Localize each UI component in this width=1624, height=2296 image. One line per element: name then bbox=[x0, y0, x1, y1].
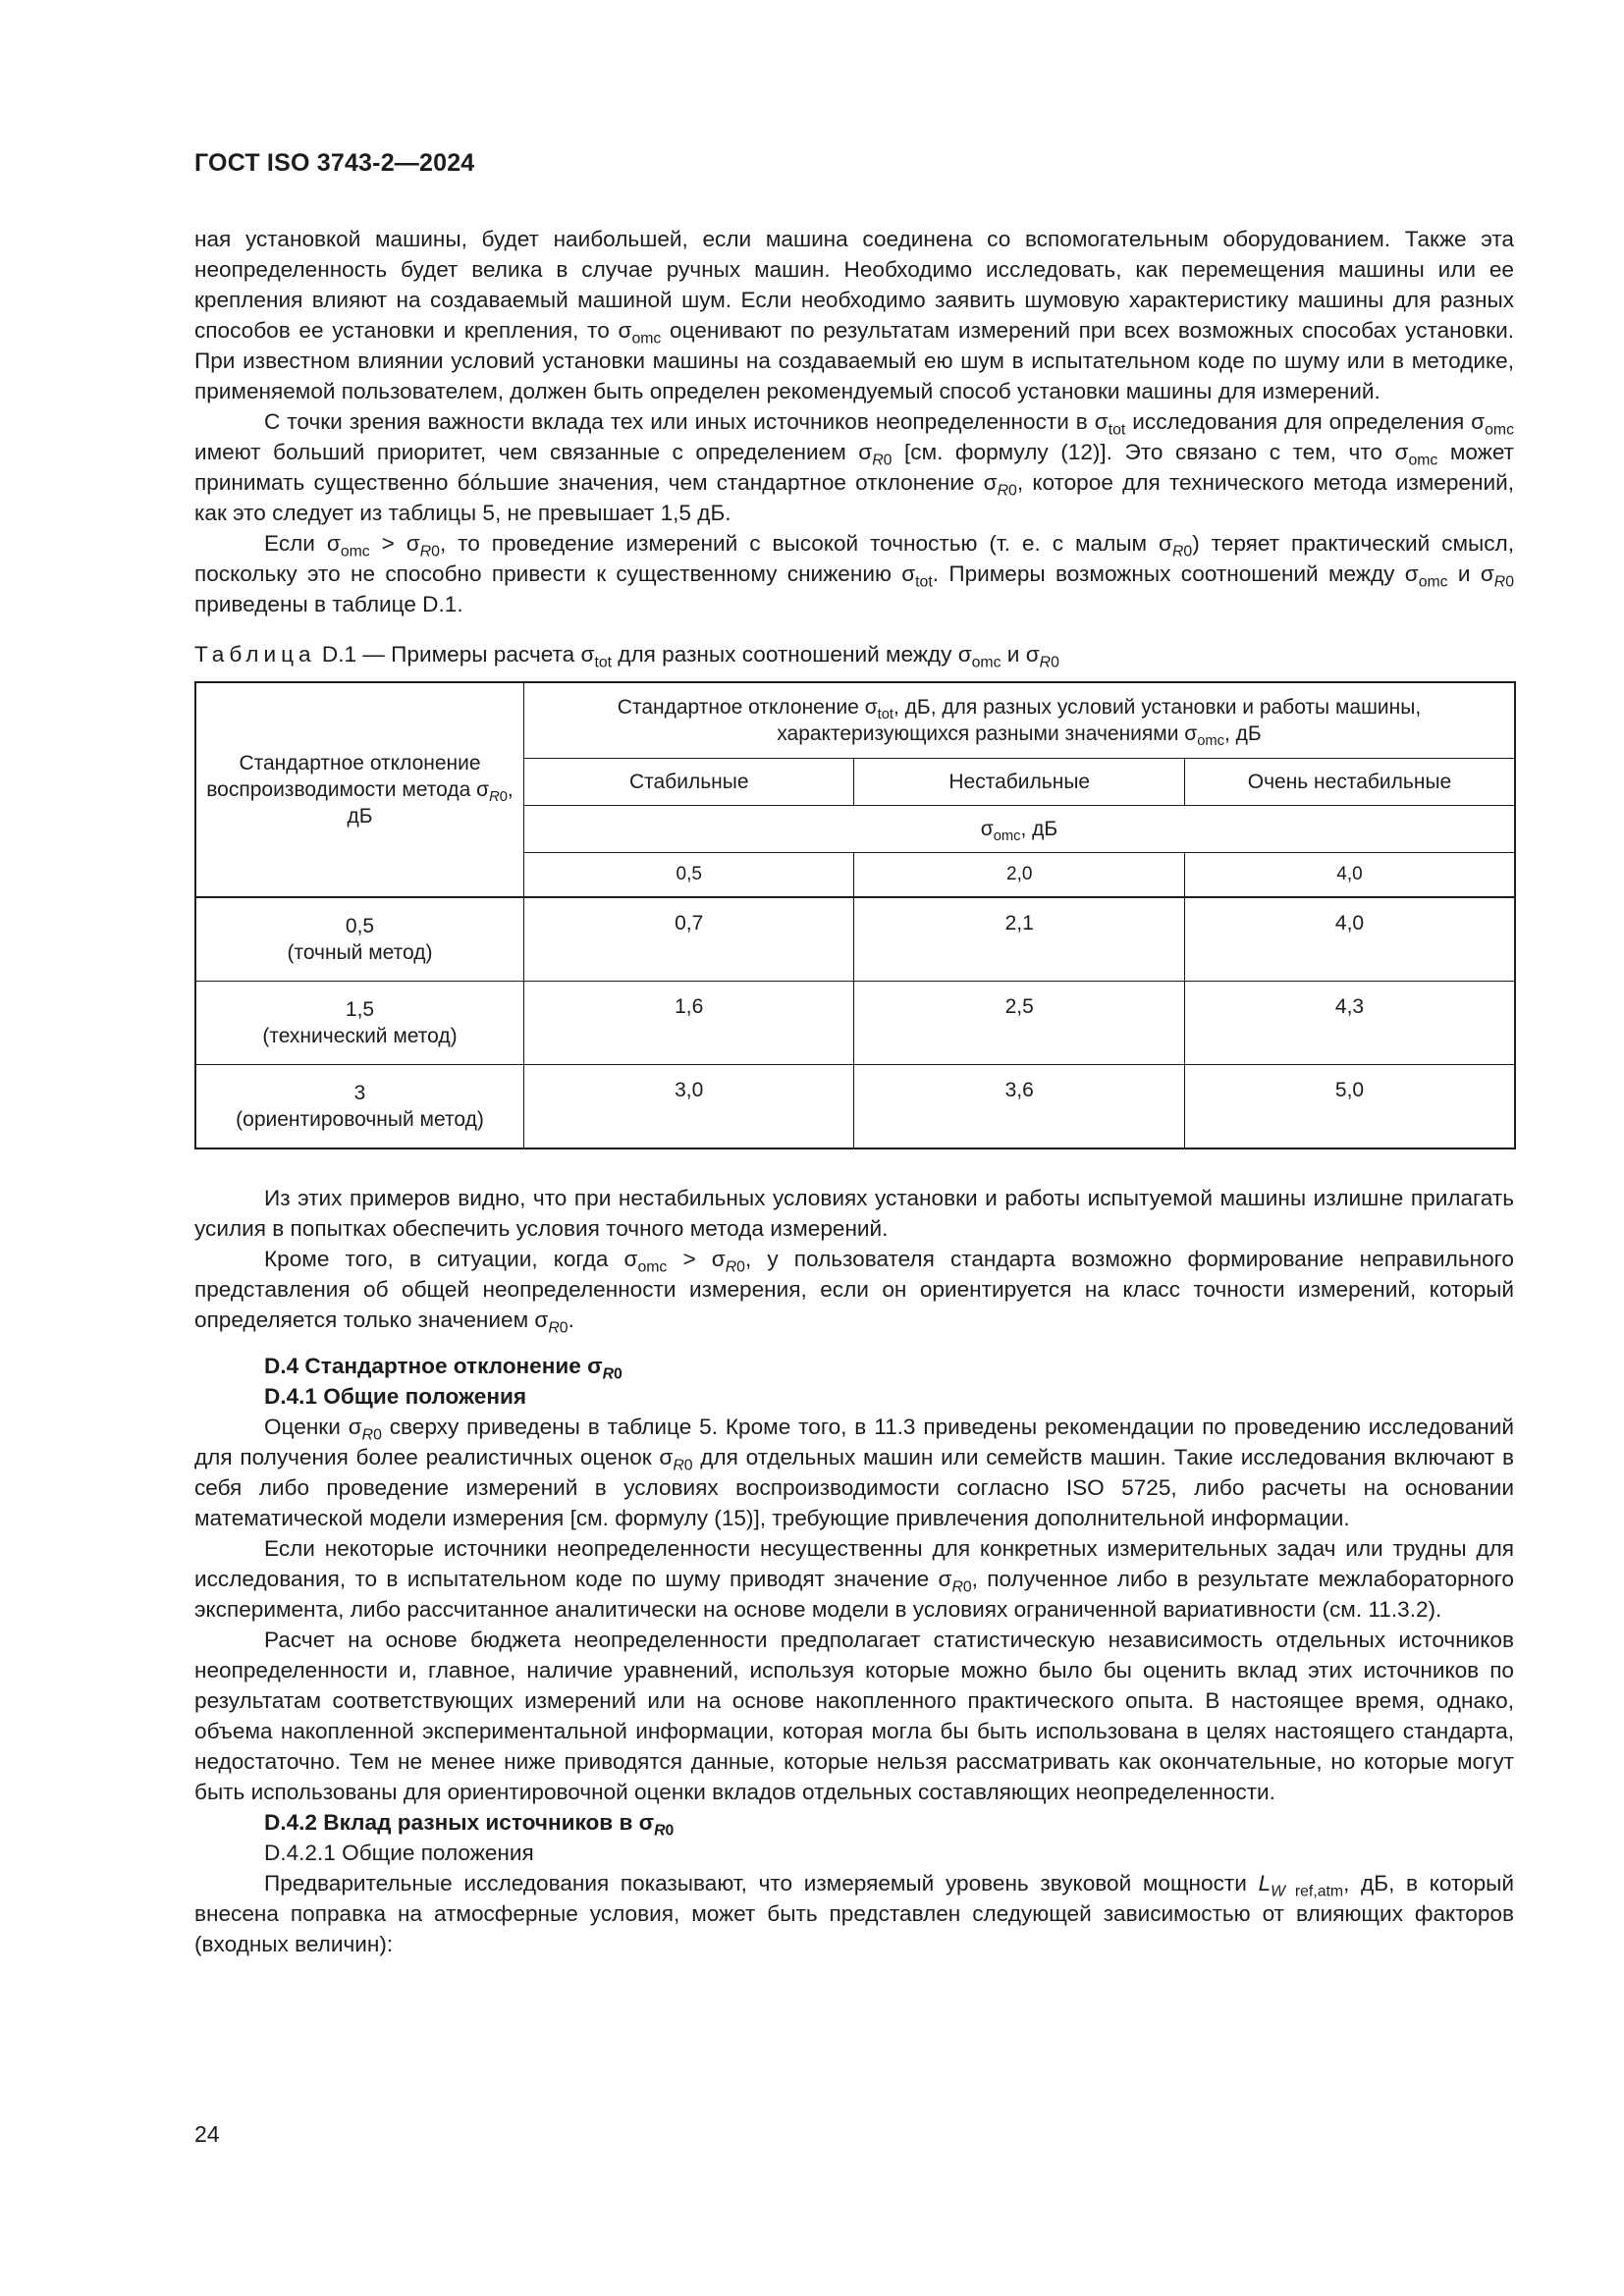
section-heading-d4: D.4 Стандартное отклонение $\sigma_{R0}$ bbox=[264, 1354, 623, 1383]
value-cell: 3,0 bbox=[523, 1065, 854, 1149]
method-cell: 3 (ориентировочный метод) bbox=[195, 1065, 523, 1149]
section-heading-d421: D.4.2.1 Общие положения bbox=[264, 1841, 534, 1865]
omc-value-cell: 2,0 bbox=[854, 852, 1185, 897]
paragraph: Расчет на основе бюджета неопределенности предполагает статистическую независимость отдельных источников неопределенности и, главное, наличие уравнений, используя которые можно было бы оценить вклад этих источников по результатам соответствующих измерений или на основе накопленного практического опыта. В настоящее время, однако, объема накопленной экспериментальной информации, которая могла бы быть использована в целях настоящего стандарта, недостаточно. Тем не менее ниже приводятся данные, которые нельзя рассматривать как окончательные, но которые могут быть использованы для ориентировочной оценки вкладов отдельных составляющих неопределенности. bbox=[194, 1628, 1514, 1804]
section-heading-d41: D.4.1 Общие положения bbox=[264, 1384, 527, 1409]
table-caption: Таблица D.1 — Примеры расчета $\sigma_{tot}$ для разных соотношений между $\sigma_{omc}$ и $\sigma_{R0}$ bbox=[194, 642, 1059, 671]
paragraph: Из этих примеров видно, что при нестабильных условиях установки и работы испытуемой машины излишне прилагать усилия в попытках обеспечить условия точного метода измерений. bbox=[194, 1186, 1514, 1241]
method-cell: 0,5 (точный метод) bbox=[195, 897, 523, 982]
condition-header: Нестабильные bbox=[854, 758, 1185, 805]
row-header-cell: Стандартное отклонение воспроизводимости метода $\sigma_{R0}$, дБ bbox=[195, 682, 523, 897]
value-cell: 5,0 bbox=[1184, 1065, 1515, 1149]
paragraph: С точки зрения важности вклада тех или иных источников неопределенности в $\sigma_{tot}$ исследования для определения $\sigma_{omc}$ имеют больший приоритет, чем связанные с определением $\sigma_{R0}$ [см. формулу (12)]. Это связано с тем, что $\sigma_{omc}$ может принимать существенно бóльшие значения, чем стандартное отклонение $\sigma_{R0}$, которое для технического метода измерений, как это следует из таблицы 5, не превышает 1,5 дБ. bbox=[194, 409, 1514, 525]
value-cell: 2,1 bbox=[854, 897, 1185, 982]
table-row bbox=[195, 1065, 1515, 1149]
value-cell: 4,3 bbox=[1184, 982, 1515, 1065]
value-cell: 0,7 bbox=[523, 897, 854, 982]
paragraph: Если некоторые источники неопределенности несущественны для конкретных измерительных задач или трудны для исследования, то в испытательном коде по шуму приводят значение $\sigma_{R0}$, полученное либо в результате межлабораторного эксперимента, либо рассчитанное аналитически на основе модели в условиях ограниченной вариативности (см. 11.3.2). bbox=[194, 1536, 1514, 1622]
omc-value-cell: 0,5 bbox=[523, 852, 854, 897]
section-heading-d42: D.4.2 Вклад разных источников в $\sigma_{R0}$ bbox=[264, 1810, 675, 1840]
paragraph: Если $\sigma_{omc} > \sigma_{R0}$, то проведение измерений с высокой точностью (т. е. с малым $\sigma_{R0}$) теряет практический смысл, поскольку это не способно привести к существенному снижению $\sigma_{tot}$. Примеры возможных соотношений между $\sigma_{omc}$ и $\sigma_{R0}$ приведены в таблице D.1. bbox=[194, 531, 1514, 616]
value-cell: 4,0 bbox=[1184, 897, 1515, 982]
table-d1 bbox=[194, 681, 1516, 1149]
table-row bbox=[195, 897, 1515, 982]
condition-header: Очень нестабильные bbox=[1184, 758, 1515, 805]
value-cell: 3,6 bbox=[854, 1065, 1185, 1149]
paragraph: Кроме того, в ситуации, когда $\sigma_{omc} > \sigma_{R0}$, у пользователя стандарта возможно формирование неправильного представления об общей неопределенности измерения, если он ориентируется на класс точности измерений, который определяется только значением $\sigma_{R0}$. bbox=[194, 1247, 1514, 1337]
omc-label-cell: $\sigma_{omc}$, дБ bbox=[523, 805, 1515, 852]
value-cell: 1,6 bbox=[523, 982, 854, 1065]
condition-header: Стабильные bbox=[523, 758, 854, 805]
paragraph: Предварительные исследования показывают, что измеряемый уровень звуковой мощности $L_{W ref,atm}$, дБ, в который внесена поправка на атмосферные условия, может быть представлен следующей зависимостью от влияющих факторов (входных величин): bbox=[194, 1871, 1515, 1956]
paragraph: Оценки $\sigma_{R0}$ сверху приведены в таблице 5. Кроме того, в 11.3 приведены рекомендации по проведению исследований для получения более реалистичных оценок $\sigma_{R0}$ для отдельных машин или семейств машин. Такие исследования включают в себя либо проведение измерений в условиях воспроизводимости согласно ISO 5725, либо расчеты на основании математической модели измерения [см. формулу (15)], требующие привлечения дополнительной информации. bbox=[194, 1415, 1514, 1530]
page-number: 24 bbox=[194, 2121, 220, 2147]
document-header: ГОСТ ISO 3743-2—2024 bbox=[194, 149, 475, 177]
method-cell: 1,5 (технический метод) bbox=[195, 982, 523, 1065]
page-content bbox=[194, 224, 1514, 1959]
paragraph: ная установкой машины, будет наибольшей, если машина соединена со вспомогательным оборудованием. Также эта неопределенность будет велика в случае ручных машин. Необходимо исследовать, как перемещения машины или ее крепления влияют на создаваемый машиной шум. Если необходимо заявить шумовую характеристику машины для разных способов ее установки и крепления, то $\sigma_{omc}$ оценивают по результатам измерений при всех возможных способах установки. При известном влиянии условий установки машины на создаваемый ею шум в испытательном коде по шуму или в методике, применяемой пользователем, должен быть определен рекомендуемый способ установки машины для измерений. bbox=[194, 227, 1514, 403]
group-header-cell: Стандартное отклонение $\sigma_{tot}$, дБ, для разных условий установки и работы машины, характеризующихся разными значениями $\sigma_{omc}$, дБ bbox=[523, 682, 1515, 758]
table-row bbox=[195, 982, 1515, 1065]
omc-value-cell: 4,0 bbox=[1184, 852, 1515, 897]
value-cell: 2,5 bbox=[854, 982, 1185, 1065]
